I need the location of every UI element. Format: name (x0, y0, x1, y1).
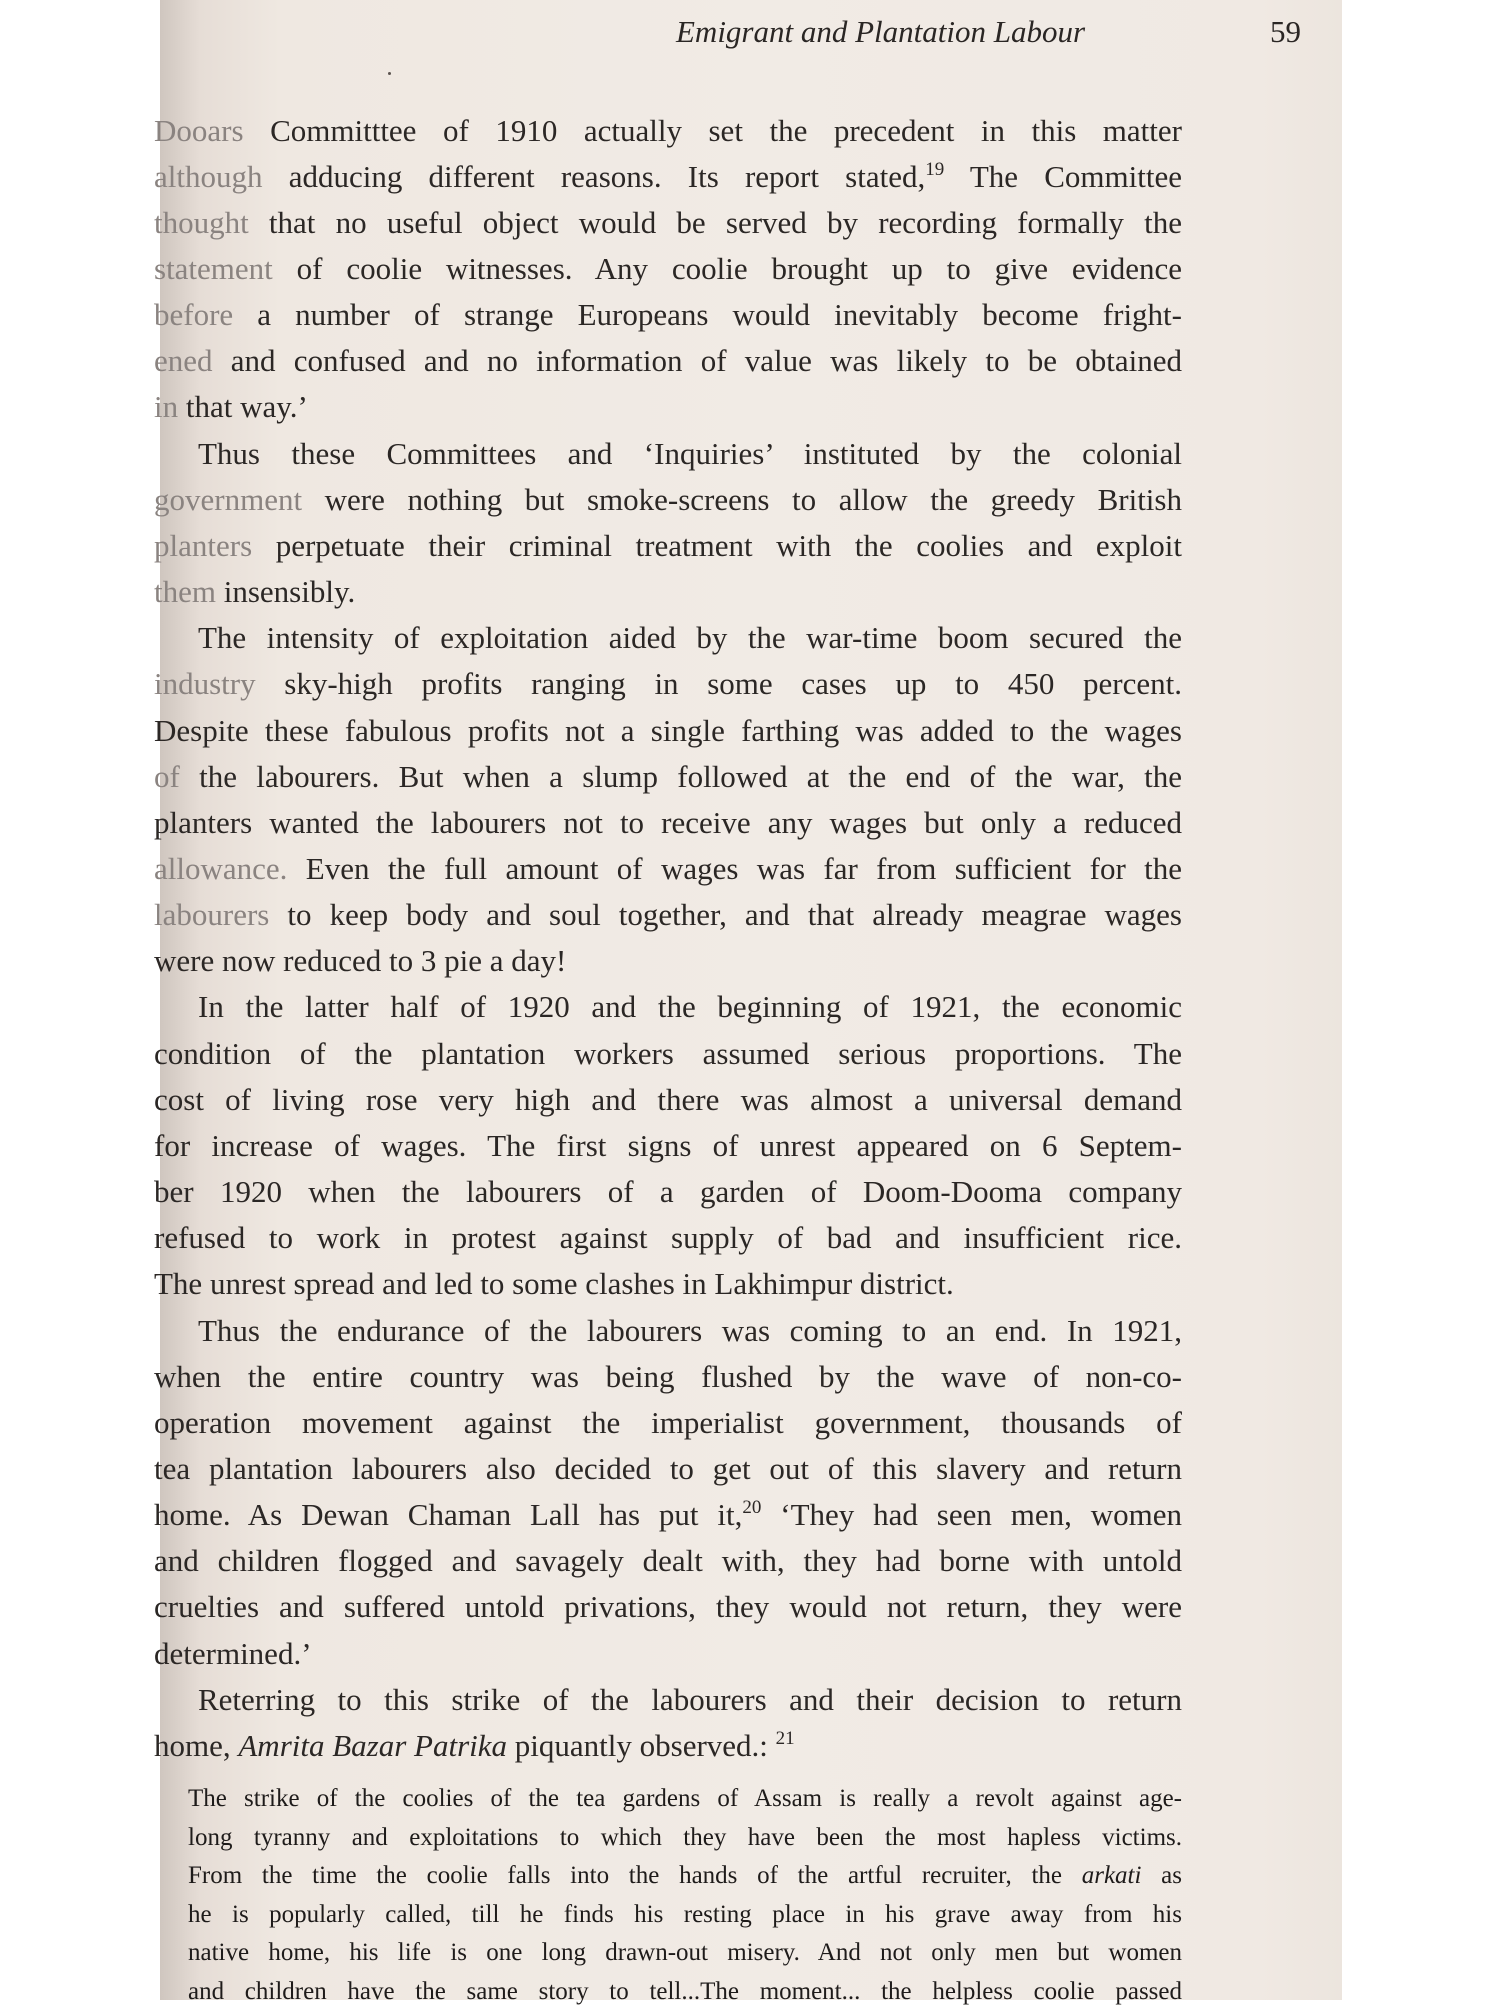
text-line: refused to work in protest against supply of bad and insufficient rice. (154, 1220, 1182, 1256)
text-line: for increase of wages. The first signs of unrest appeared on 6 Septem- (154, 1127, 1182, 1163)
text-line: cruelties and suffered untold privations, they would not return, they were (154, 1589, 1182, 1625)
text-line: although adducing different reasons. Its report stated,$^{19}$ The Committee (154, 158, 1182, 194)
text-line: Despite these fabulous profits not a single farthing was added to the wages (154, 712, 1182, 748)
text-line: determined.’ (154, 1635, 312, 1671)
text-line: and children flogged and savagely dealt with, they had borne with untold (154, 1543, 1182, 1579)
text-line: labourers to keep body and soul together, and that already meagrae wages (154, 897, 1182, 933)
scan-speck (388, 72, 391, 75)
text-line: ber 1920 when the labourers of a garden of Doom-Dooma company (154, 1174, 1182, 1210)
text-line: were now reduced to 3 pie a day! (154, 943, 567, 979)
text-line: Thus these Committees and ‘Inquiries’ instituted by the colonial (198, 435, 1182, 471)
text-line: when the entire country was being flushed by the wave of non-co- (154, 1358, 1182, 1394)
publication-title: Amrita Bazar Patrika (238, 1727, 508, 1763)
text-line: government were nothing but smoke-screens to allow the greedy British (154, 481, 1182, 517)
quote-line: he is popularly called, till he finds his resting place in his grave away from his (188, 1900, 1182, 1928)
quote-line: native home, his life is one long drawn-out misery. And not only men but women (188, 1939, 1182, 1967)
running-head (160, 14, 1342, 58)
text-line: of the labourers. But when a slump followed at the end of the war, the (154, 758, 1182, 794)
text-line: allowance. Even the full amount of wages was far from sufficient for the (154, 851, 1182, 887)
footnote-ref-21[interactable]: 21 (775, 1727, 795, 1749)
text-line: before a number of strange Europeans would inevitably become fright- (154, 297, 1182, 333)
footnote-ref-20[interactable]: 20 (742, 1497, 762, 1519)
footnote-ref-19[interactable]: 19 (925, 158, 945, 180)
text-line: ened and confused and no information of value was likely to be obtained (154, 343, 1182, 379)
text-line: planters perpetuate their criminal treatment with the coolies and exploit (154, 527, 1182, 563)
quote-line: The strike of the coolies of the tea gardens of Assam is really a revolt against age- (188, 1785, 1182, 1813)
text-line: industry sky-high profits ranging in some cases up to 450 percent. (154, 666, 1182, 702)
text-line: operation movement against the imperialist government, thousands of (154, 1404, 1182, 1440)
text-line: in that way.’ (154, 389, 308, 425)
book-page (154, 0, 1342, 2005)
quote-line: and children have the same story to tell...The moment... the helpless coolie passed (188, 1977, 1182, 2005)
text-line: home, Amrita Bazar Patrika piquantly observed.: $^{21}$ (154, 1727, 795, 1763)
text-line: statement of coolie witnesses. Any coolie brought up to give evidence (154, 251, 1182, 287)
text-line: Thus the endurance of the labourers was coming to an end. In 1921, (198, 1312, 1182, 1348)
running-head-title: Emigrant and Plantation Labour (676, 14, 1086, 49)
text-line: cost of living rose very high and there was almost a universal demand (154, 1081, 1182, 1117)
text-line: planters wanted the labourers not to receive any wages but only a reduced (154, 804, 1182, 840)
text-line: The intensity of exploitation aided by the war-time boom secured the (198, 620, 1182, 656)
text-line: Reterring to this strike of the labourers and their decision to return (198, 1681, 1182, 1717)
text-line: The unrest spread and led to some clashes in Lakhimpur district. (154, 1266, 954, 1302)
text-line: thought that no useful object would be served by recording formally the (154, 204, 1182, 240)
text-line: home. As Dewan Chaman Lall has put it,$^{20}$ ‘They had seen men, women (154, 1497, 1183, 1533)
text-line: tea plantation labourers also decided to get out of this slavery and return (154, 1451, 1182, 1487)
text-line: Dooars Committtee of 1910 actually set the precedent in this matter (154, 112, 1182, 148)
page-number: 59 (1270, 14, 1301, 49)
text-line: them insensibly. (154, 574, 356, 610)
text-line: condition of the plantation workers assumed serious proportions. The (154, 1035, 1182, 1071)
quote-line: long tyranny and exploitations to which they have been the most hapless victims. (188, 1823, 1182, 1851)
text-line: In the latter half of 1920 and the beginning of 1921, the economic (198, 989, 1182, 1025)
quote-line: From the time the coolie falls into the hands of the artful recruiter, the arkati as (188, 1862, 1183, 1890)
italic-term: arkati (1081, 1862, 1142, 1890)
